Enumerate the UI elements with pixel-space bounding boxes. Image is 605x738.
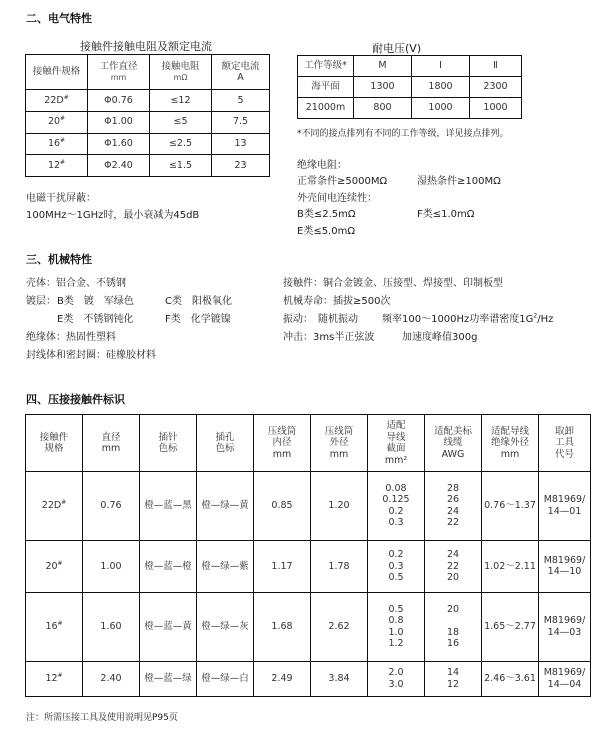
size: 16 (45, 621, 58, 633)
cell: 800 (354, 98, 412, 119)
size-cell (26, 111, 88, 133)
pin-color-cell: 橙—蓝—黑 (140, 472, 197, 541)
size-cell (26, 155, 88, 177)
emi-label: 电磁干扰屏蔽： (26, 193, 96, 204)
insulator-material: 绝缘体：热固性塑料 (26, 332, 116, 343)
header-cell: 插孔 色标 (197, 415, 254, 472)
table-row (26, 661, 591, 696)
size-cell (26, 592, 83, 661)
vibration-unit: /Hz (537, 314, 554, 325)
table-header-row (26, 415, 591, 472)
socket-color-cell: 橙—绿—白 (197, 661, 254, 696)
header-cell (150, 55, 212, 90)
tool-code-cell: M81969/ 14—10 (539, 540, 591, 592)
section-title-mechanical: 三、机械特性 (26, 253, 92, 266)
header-cell: 压线筒 内径 mm (254, 415, 311, 472)
socket-color-cell: 橙—绿—灰 (197, 592, 254, 661)
diameter-cell: 1.60 (83, 592, 140, 661)
diameter-cell: Φ1.00 (88, 111, 150, 133)
cell: 2300 (470, 77, 522, 98)
outer-diameter-cell: 1.20 (311, 472, 368, 541)
tool-code-cell: M81969/ 14—04 (539, 661, 591, 696)
header-label: 工作直径 (99, 60, 138, 72)
table-row (26, 472, 591, 541)
size: 22D (44, 94, 64, 106)
inner-diameter-cell: 1.17 (254, 540, 311, 592)
resistance-table (25, 54, 270, 177)
header-cell: M (354, 56, 412, 77)
size: 12 (47, 159, 61, 171)
crimp-tool-note: 注：所需压接工具及使用说明见P95页 (26, 713, 178, 723)
header-unit: mm (110, 73, 127, 82)
size: 20 (47, 116, 61, 128)
table-row (26, 133, 270, 155)
diameter-cell: Φ1.60 (88, 133, 150, 155)
size: 20 (45, 560, 58, 572)
inner-diameter-cell: 0.85 (254, 472, 311, 541)
size-mark: # (60, 115, 66, 123)
cell: 1300 (354, 77, 412, 98)
table-row (298, 98, 522, 119)
shock-label: 冲击：3ms半正弦波 (283, 332, 375, 343)
header-cell: 压线筒 外径 mm (311, 415, 368, 472)
plating-f: F类 化学镀镍 (165, 314, 231, 325)
diameter-cell: Φ2.40 (88, 155, 150, 177)
pin-color-cell: 橙—蓝—橙 (140, 540, 197, 592)
header-unit: A (237, 72, 244, 83)
cell: 1000 (412, 98, 470, 119)
voltage-footnote: *不同的接点排列有不同的工作等级，详见接点排列。 (297, 129, 509, 139)
pin-color-cell: 橙—蓝—绿 (140, 661, 197, 696)
outer-diameter-cell: 3.84 (311, 661, 368, 696)
diameter-cell: 2.40 (83, 661, 140, 696)
size-mark: # (57, 672, 63, 679)
diameter-cell: Φ0.76 (88, 90, 150, 112)
table-row (26, 90, 270, 112)
size: 22D (41, 500, 62, 512)
size-mark: # (61, 499, 67, 507)
section-title-crimp: 四、压接接触件标识 (26, 393, 125, 406)
header-cell (212, 55, 270, 90)
pin-color-cell: 橙—蓝—黄 (140, 592, 197, 661)
inner-diameter-cell: 2.49 (254, 661, 311, 696)
continuity-f: F类≤1.0mΩ (417, 209, 475, 220)
header-cell: 插针 色标 (140, 415, 197, 472)
continuity-e: E类≤5.0mΩ (297, 226, 355, 237)
header-cell: 适配美标 线缆 AWG (425, 415, 482, 472)
size-mark: # (63, 93, 69, 101)
size-cell (26, 472, 83, 541)
size-mark: # (60, 158, 66, 166)
resistance-cell: ≤2.5 (150, 133, 212, 155)
awg-cell: 24 22 20 (425, 540, 482, 592)
plating-c: C类 阳极氧化 (165, 296, 232, 307)
vibration-text: 频率100～1000Hz功率谱密度1G (382, 314, 534, 325)
resistance-table-caption: 接触件接触电阻及额定电流 (80, 40, 212, 53)
resistance-cell: ≤5 (150, 111, 212, 133)
outer-diameter-cell: 1.78 (311, 540, 368, 592)
inner-diameter-cell: 1.68 (254, 592, 311, 661)
size-cell (26, 133, 88, 155)
header-cell (26, 55, 88, 90)
table-header-row (26, 55, 270, 90)
size: 16 (47, 138, 61, 150)
awg-cell: 28 26 24 22 (425, 472, 482, 541)
continuity-b: B类≤2.5mΩ (297, 209, 356, 220)
wire-section-cell: 0.5 0.8 1.0 1.2 (368, 592, 425, 661)
current-cell: 23 (212, 155, 270, 177)
contacts-info: 接触件：铜合金镀金、压接型、焊接型、印制板型 (283, 278, 503, 289)
vibration-label: 振动： 随机振动 (283, 314, 358, 325)
socket-color-cell: 橙—绿—紫 (197, 540, 254, 592)
cell: 1000 (470, 98, 522, 119)
table-row (26, 111, 270, 133)
header-cell: 适配 导线 截面 mm² (368, 415, 425, 472)
header-cell: 适配导线 绝缘外径 mm (482, 415, 539, 472)
cell: 海平面 (298, 77, 354, 98)
header-unit: mΩ (173, 73, 188, 82)
shell-material: 壳体：铝合金、不锈钢 (26, 278, 126, 289)
cell: 1800 (412, 77, 470, 98)
socket-color-cell: 橙—绿—黄 (197, 472, 254, 541)
insulation-label: 绝缘电阻： (297, 160, 347, 171)
vibration-value (382, 314, 553, 326)
header-cell: 取卸 工具 代号 (539, 415, 591, 472)
tool-code-cell: M81969/ 14—03 (539, 592, 591, 661)
mechanical-life: 机械寿命：插拔≥500次 (283, 296, 391, 307)
resistance-cell: ≤1.5 (150, 155, 212, 177)
header-label: 接触电阻 (161, 60, 200, 72)
plating-b: B类 镀 军绿色 (57, 296, 134, 307)
emi-value: 100MHz～1GHz时，最小衰减为45dB (26, 210, 200, 221)
cell: 21000m (298, 98, 354, 119)
crimp-contact-table (25, 414, 591, 697)
size-cell (26, 661, 83, 696)
section-title-electrical: 二、电气特性 (26, 12, 92, 25)
resistance-cell: ≤12 (150, 90, 212, 112)
header-label: 接触件规格 (32, 66, 81, 78)
outer-diameter-cell: 2.62 (311, 592, 368, 661)
awg-cell: 20 18 16 (425, 592, 482, 661)
tool-code-cell: M81969/ 14—01 (539, 472, 591, 541)
shock-value: 加速度峰值300g (402, 332, 478, 343)
header-cell: 工作等级* (298, 56, 354, 77)
vibration-sup: 2 (533, 312, 538, 320)
table-row (26, 155, 270, 177)
continuity-label: 外壳间电连续性： (297, 193, 377, 204)
diameter-cell: 0.76 (83, 472, 140, 541)
size-mark: # (57, 619, 63, 627)
current-cell: 13 (212, 133, 270, 155)
table-row (26, 540, 591, 592)
header-cell (88, 55, 150, 90)
insulation-diameter-cell: 0.76～1.37 (482, 472, 539, 541)
header-cell: Ⅱ (470, 56, 522, 77)
insulation-diameter-cell: 1.65～2.77 (482, 592, 539, 661)
size-mark: # (57, 559, 63, 567)
insulation-humid: 湿热条件≥100MΩ (417, 176, 501, 187)
insulation-diameter-cell: 2.46～3.61 (482, 661, 539, 696)
size-cell (26, 90, 88, 112)
current-cell: 7.5 (212, 111, 270, 133)
wire-section-cell: 2.0 3.0 (368, 661, 425, 696)
current-cell: 5 (212, 90, 270, 112)
awg-cell: 14 12 (425, 661, 482, 696)
header-cell: I (412, 56, 470, 77)
wire-section-cell: 0.2 0.3 0.5 (368, 540, 425, 592)
size-mark: # (60, 136, 66, 144)
header-cell: 直径 mm (83, 415, 140, 472)
insulation-normal: 正常条件≥5000MΩ (297, 176, 388, 187)
size: 12 (45, 673, 58, 685)
wire-section-cell: 0.08 0.125 0.2 0.3 (368, 472, 425, 541)
plating-label: 镀层： (26, 296, 56, 307)
size-cell (26, 540, 83, 592)
insulation-diameter-cell: 1.02～2.11 (482, 540, 539, 592)
header-label: 额定电流 (221, 60, 260, 72)
seal-material: 封线体和密封圈：硅橡胶材料 (26, 350, 156, 361)
diameter-cell: 1.00 (83, 540, 140, 592)
table-row (298, 77, 522, 98)
table-row (26, 592, 591, 661)
voltage-table-caption: 耐电压(V) (372, 42, 422, 55)
table-header-row (298, 56, 522, 77)
header-cell: 接触件 规格 (26, 415, 83, 472)
plating-e: E类 不锈钢钝化 (57, 314, 134, 325)
voltage-table (297, 55, 522, 119)
